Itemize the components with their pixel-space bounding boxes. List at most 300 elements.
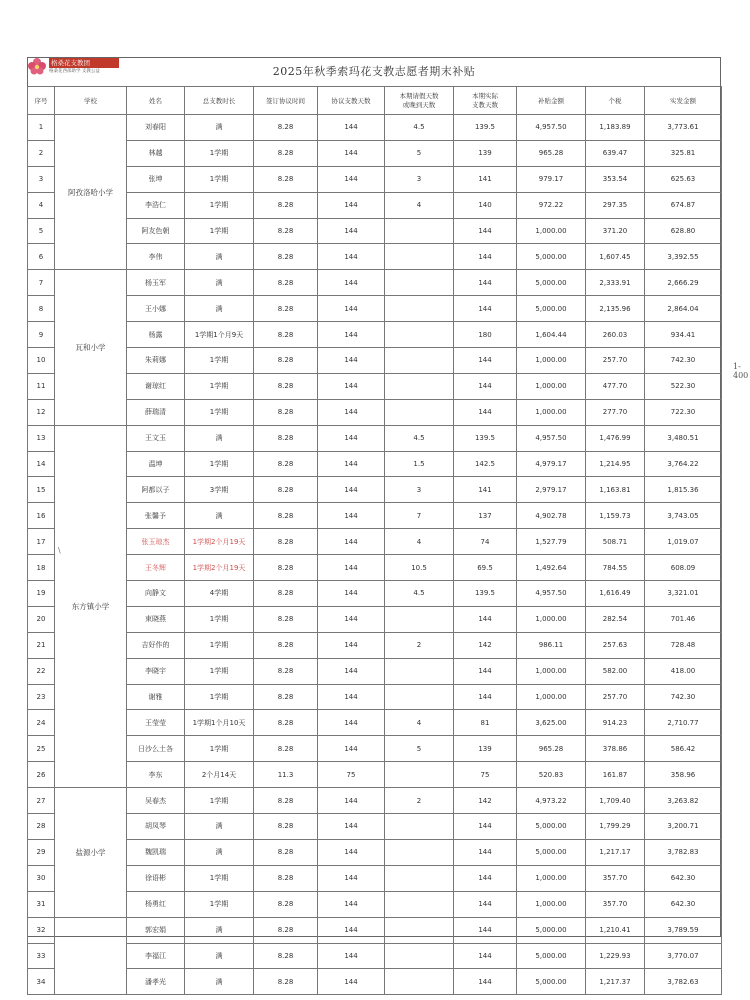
cell-net: 3,782.83 <box>645 839 722 865</box>
cell-name: 杨玉军 <box>127 270 185 296</box>
table-row <box>28 348 722 374</box>
cell-actual: 142 <box>454 632 517 658</box>
cell-name: 薛瑞清 <box>127 399 185 425</box>
cell-leave: 1.5 <box>385 451 454 477</box>
cell-name: 李福江 <box>127 943 185 969</box>
cell-duration: 满 <box>185 115 254 141</box>
table-row <box>28 581 722 607</box>
cell-duration: 满 <box>185 425 254 451</box>
cell-date: 8.28 <box>254 244 318 270</box>
cell-net: 722.30 <box>645 399 722 425</box>
table-row <box>28 917 722 943</box>
cell-leave: 10.5 <box>385 555 454 581</box>
cell-agreed: 144 <box>318 399 385 425</box>
cell-name: 王莹莹 <box>127 710 185 736</box>
cell-no: 20 <box>28 606 55 632</box>
cell-net: 2,864.04 <box>645 296 722 322</box>
cell-no: 34 <box>28 969 55 995</box>
cell-net: 522.30 <box>645 373 722 399</box>
cell-date: 8.28 <box>254 865 318 891</box>
cell-agreed: 144 <box>318 943 385 969</box>
table-row <box>28 322 722 348</box>
cell-tax: 1,607.45 <box>586 244 645 270</box>
cell-date: 8.28 <box>254 710 318 736</box>
cell-net: 1,815.36 <box>645 477 722 503</box>
cell-name: 谢雅 <box>127 684 185 710</box>
cell-date: 8.28 <box>254 451 318 477</box>
cell-name: 温坤 <box>127 451 185 477</box>
table-row <box>28 218 722 244</box>
cell-leave <box>385 917 454 943</box>
cell-tax: 161.87 <box>586 762 645 788</box>
cell-subsidy: 965.28 <box>517 736 586 762</box>
column-header: 姓名 <box>127 87 185 115</box>
cell-leave <box>385 218 454 244</box>
cell-leave <box>385 322 454 348</box>
cell-no: 5 <box>28 218 55 244</box>
cell-subsidy: 5,000.00 <box>517 839 586 865</box>
cell-name: 张坤 <box>127 166 185 192</box>
cell-duration: 1学期 <box>185 736 254 762</box>
table-row <box>28 477 722 503</box>
cell-date: 8.28 <box>254 658 318 684</box>
cell-leave <box>385 684 454 710</box>
cell-leave: 4.5 <box>385 425 454 451</box>
cell-leave <box>385 891 454 917</box>
cell-net: 325.81 <box>645 140 722 166</box>
cell-duration: 1学期 <box>185 348 254 374</box>
cell-date: 8.28 <box>254 684 318 710</box>
cell-name: 朱莉娜 <box>127 348 185 374</box>
cell-tax: 477.70 <box>586 373 645 399</box>
cell-net: 742.30 <box>645 684 722 710</box>
cell-duration: 满 <box>185 917 254 943</box>
cell-name: 李伟 <box>127 244 185 270</box>
cell-net: 3,782.63 <box>645 969 722 995</box>
cell-actual: 140 <box>454 192 517 218</box>
column-header: 补贴金额 <box>517 87 586 115</box>
cell-duration: 4学期 <box>185 581 254 607</box>
cell-duration: 1学期 <box>185 891 254 917</box>
cell-net: 742.30 <box>645 348 722 374</box>
table-row <box>28 762 722 788</box>
cell-net: 934.41 <box>645 322 722 348</box>
cell-date: 8.28 <box>254 555 318 581</box>
cell-tax: 297.35 <box>586 192 645 218</box>
cell-net: 418.00 <box>645 658 722 684</box>
cell-leave: 3 <box>385 166 454 192</box>
cell-agreed: 144 <box>318 218 385 244</box>
cell-date: 8.28 <box>254 969 318 995</box>
cell-duration: 1学期 <box>185 166 254 192</box>
column-header: 学校 <box>55 87 127 115</box>
cell-agreed: 144 <box>318 425 385 451</box>
cell-agreed: 144 <box>318 503 385 529</box>
cell-subsidy: 1,000.00 <box>517 658 586 684</box>
cell-net: 628.80 <box>645 218 722 244</box>
cell-tax: 582.00 <box>586 658 645 684</box>
cell-subsidy: 5,000.00 <box>517 270 586 296</box>
cell-date: 8.28 <box>254 322 318 348</box>
cell-agreed: 144 <box>318 140 385 166</box>
cell-tax: 2,333.91 <box>586 270 645 296</box>
table-body <box>28 115 722 995</box>
cell-leave: 4 <box>385 710 454 736</box>
cell-actual: 142.5 <box>454 451 517 477</box>
cell-actual: 144 <box>454 399 517 425</box>
cell-duration: 1学期 <box>185 606 254 632</box>
cell-actual: 69.5 <box>454 555 517 581</box>
cell-subsidy: 4,957.50 <box>517 115 586 141</box>
cell-no: 12 <box>28 399 55 425</box>
cell-agreed: 144 <box>318 348 385 374</box>
cell-name: 阿都以子 <box>127 477 185 503</box>
cell-tax: 1,183.89 <box>586 115 645 141</box>
table-row <box>28 115 722 141</box>
cell-no: 23 <box>28 684 55 710</box>
column-header: 个税 <box>586 87 645 115</box>
cell-duration: 满 <box>185 503 254 529</box>
cell-no: 8 <box>28 296 55 322</box>
cell-name: 向静文 <box>127 581 185 607</box>
cell-no: 33 <box>28 943 55 969</box>
cell-actual: 141 <box>454 166 517 192</box>
cell-actual: 139 <box>454 736 517 762</box>
cell-no: 27 <box>28 788 55 814</box>
table-row <box>28 891 722 917</box>
cell-net: 728.48 <box>645 632 722 658</box>
cell-agreed: 144 <box>318 788 385 814</box>
cell-subsidy: 965.28 <box>517 140 586 166</box>
cell-actual: 144 <box>454 839 517 865</box>
cell-agreed: 75 <box>318 762 385 788</box>
cell-actual: 139.5 <box>454 581 517 607</box>
cell-net: 2,666.29 <box>645 270 722 296</box>
cell-net: 3,770.07 <box>645 943 722 969</box>
cell-date: 8.28 <box>254 891 318 917</box>
cell-name: 吉好作的 <box>127 632 185 658</box>
table-row <box>28 270 722 296</box>
cell-tax: 371.20 <box>586 218 645 244</box>
table-row <box>28 296 722 322</box>
cell-no: 13 <box>28 425 55 451</box>
cell-leave: 4 <box>385 529 454 555</box>
cell-date: 8.28 <box>254 606 318 632</box>
cell-no: 24 <box>28 710 55 736</box>
logo-brand-text: 格桑花支教团 <box>49 58 119 68</box>
column-header: 总支教时长 <box>185 87 254 115</box>
cell-tax: 1,210.41 <box>586 917 645 943</box>
cell-tax: 639.47 <box>586 140 645 166</box>
cell-date: 8.28 <box>254 814 318 840</box>
cell-subsidy: 972.22 <box>517 192 586 218</box>
cell-date: 8.28 <box>254 425 318 451</box>
cell-agreed: 144 <box>318 969 385 995</box>
cell-actual: 74 <box>454 529 517 555</box>
cell-net: 642.30 <box>645 891 722 917</box>
cell-no: 22 <box>28 658 55 684</box>
cell-net: 674.87 <box>645 192 722 218</box>
cell-duration: 1学期 <box>185 632 254 658</box>
cell-name: 徐语彬 <box>127 865 185 891</box>
cell-name: 杨勇红 <box>127 891 185 917</box>
cell-actual: 144 <box>454 814 517 840</box>
cell-school: 阿孜洛哈小学 <box>55 115 127 270</box>
cell-tax: 1,214.95 <box>586 451 645 477</box>
cell-no: 19 <box>28 581 55 607</box>
cell-leave <box>385 348 454 374</box>
cell-tax: 257.70 <box>586 348 645 374</box>
header-row <box>28 87 722 115</box>
cell-name: 谢琼红 <box>127 373 185 399</box>
cell-agreed: 144 <box>318 296 385 322</box>
cell-name: 吴春杰 <box>127 788 185 814</box>
cell-duration: 1学期 <box>185 373 254 399</box>
table-row <box>28 166 722 192</box>
cell-leave <box>385 969 454 995</box>
cell-name: 潘孝光 <box>127 969 185 995</box>
cell-net: 3,392.55 <box>645 244 722 270</box>
cell-actual: 144 <box>454 348 517 374</box>
cell-tax: 282.54 <box>586 606 645 632</box>
cell-agreed: 144 <box>318 166 385 192</box>
cell-school: 瓦和小学 <box>55 270 127 425</box>
cell-no: 21 <box>28 632 55 658</box>
cell-subsidy: 979.17 <box>517 166 586 192</box>
cell-agreed: 144 <box>318 529 385 555</box>
cell-agreed: 144 <box>318 658 385 684</box>
table-row <box>28 503 722 529</box>
cell-subsidy: 5,000.00 <box>517 814 586 840</box>
cell-net: 608.09 <box>645 555 722 581</box>
cell-school: 盐源小学 <box>55 788 127 917</box>
cell-leave <box>385 658 454 684</box>
cell-tax: 277.70 <box>586 399 645 425</box>
table-row <box>28 658 722 684</box>
cell-tax: 2,135.96 <box>586 296 645 322</box>
cell-net: 3,480.51 <box>645 425 722 451</box>
cell-duration: 1学期 <box>185 192 254 218</box>
table-row <box>28 451 722 477</box>
cell-duration: 1学期 <box>185 788 254 814</box>
cell-net: 3,764.22 <box>645 451 722 477</box>
cell-date: 8.28 <box>254 218 318 244</box>
cell-subsidy: 1,000.00 <box>517 373 586 399</box>
cell-date: 8.28 <box>254 788 318 814</box>
table-row <box>28 969 722 995</box>
cell-tax: 1,709.40 <box>586 788 645 814</box>
cell-actual: 144 <box>454 943 517 969</box>
cell-leave: 7 <box>385 503 454 529</box>
table-row <box>28 865 722 891</box>
cell-subsidy: 5,000.00 <box>517 917 586 943</box>
cell-tax: 1,229.93 <box>586 943 645 969</box>
cell-subsidy: 1,604.44 <box>517 322 586 348</box>
cell-net: 358.96 <box>645 762 722 788</box>
cell-no: 26 <box>28 762 55 788</box>
cell-tax: 1,163.81 <box>586 477 645 503</box>
cell-name: 郭宏娟 <box>127 917 185 943</box>
cell-actual: 81 <box>454 710 517 736</box>
cell-duration: 满 <box>185 814 254 840</box>
cell-date: 8.28 <box>254 115 318 141</box>
cell-agreed: 144 <box>318 839 385 865</box>
column-header: 签订协议时间 <box>254 87 318 115</box>
cell-no: 17 <box>28 529 55 555</box>
cell-date: 8.28 <box>254 503 318 529</box>
cell-no: 28 <box>28 814 55 840</box>
cell-no: 7 <box>28 270 55 296</box>
cell-subsidy: 1,527.79 <box>517 529 586 555</box>
cell-agreed: 144 <box>318 270 385 296</box>
cell-name: 王小娜 <box>127 296 185 322</box>
cell-date: 8.28 <box>254 399 318 425</box>
cell-actual: 144 <box>454 244 517 270</box>
cell-actual: 144 <box>454 865 517 891</box>
cell-subsidy: 5,000.00 <box>517 296 586 322</box>
table-row <box>28 788 722 814</box>
cell-date: 8.28 <box>254 192 318 218</box>
cell-tax: 1,616.49 <box>586 581 645 607</box>
table-row <box>28 529 722 555</box>
cell-duration: 1学期 <box>185 865 254 891</box>
cell-no: 3 <box>28 166 55 192</box>
cell-agreed: 144 <box>318 581 385 607</box>
cell-agreed: 144 <box>318 891 385 917</box>
cell-leave <box>385 296 454 322</box>
cell-subsidy: 1,000.00 <box>517 606 586 632</box>
cell-actual: 144 <box>454 684 517 710</box>
cell-agreed: 144 <box>318 373 385 399</box>
cell-date: 8.28 <box>254 373 318 399</box>
cell-duration: 满 <box>185 244 254 270</box>
cell-tax: 260.03 <box>586 322 645 348</box>
cell-duration: 3学期 <box>185 477 254 503</box>
cell-agreed: 144 <box>318 710 385 736</box>
cell-no: 4 <box>28 192 55 218</box>
cell-name: 张玉琼杰 <box>127 529 185 555</box>
cell-tax: 784.55 <box>586 555 645 581</box>
cell-name: 刘春阳 <box>127 115 185 141</box>
cell-leave: 4.5 <box>385 581 454 607</box>
cell-subsidy: 1,000.00 <box>517 218 586 244</box>
cell-date: 8.28 <box>254 140 318 166</box>
cell-date: 11.3 <box>254 762 318 788</box>
cell-no: 29 <box>28 839 55 865</box>
cell-duration: 满 <box>185 296 254 322</box>
cell-net: 3,773.61 <box>645 115 722 141</box>
cell-actual: 139 <box>454 140 517 166</box>
cell-actual: 144 <box>454 218 517 244</box>
table-row <box>28 814 722 840</box>
page-title: 2025年秋季索玛花支教志愿者期末补贴 <box>272 65 476 78</box>
cell-net: 625.63 <box>645 166 722 192</box>
cell-tax: 1,217.17 <box>586 839 645 865</box>
cell-name: 王文玉 <box>127 425 185 451</box>
table-row <box>28 555 722 581</box>
cell-name: 王冬辉 <box>127 555 185 581</box>
cell-no: 32 <box>28 917 55 943</box>
cell-net: 701.46 <box>645 606 722 632</box>
cell-actual: 75 <box>454 762 517 788</box>
cell-subsidy: 5,000.00 <box>517 244 586 270</box>
cell-no: 10 <box>28 348 55 374</box>
cell-date: 8.28 <box>254 581 318 607</box>
cell-tax: 357.70 <box>586 865 645 891</box>
cell-name: 胡凤琴 <box>127 814 185 840</box>
cell-actual: 141 <box>454 477 517 503</box>
pen-tick-mark: \ <box>58 546 61 555</box>
cell-tax: 257.70 <box>586 684 645 710</box>
cell-agreed: 144 <box>318 684 385 710</box>
cell-tax: 257.63 <box>586 632 645 658</box>
cell-duration: 满 <box>185 969 254 995</box>
cell-leave: 5 <box>385 736 454 762</box>
cell-tax: 1,159.73 <box>586 503 645 529</box>
logo-sub-text: 格桑花西部助学 支教公益 <box>49 69 100 74</box>
table-row <box>28 710 722 736</box>
cell-agreed: 144 <box>318 736 385 762</box>
column-header: 本期实际 支教天数 <box>454 87 517 115</box>
cell-leave: 2 <box>385 632 454 658</box>
cell-actual: 144 <box>454 658 517 684</box>
cell-actual: 144 <box>454 891 517 917</box>
cell-leave <box>385 865 454 891</box>
cell-subsidy: 1,000.00 <box>517 891 586 917</box>
column-header: 本期请假天数 或晚到天数 <box>385 87 454 115</box>
cell-school: 东方镇小学 <box>55 425 127 787</box>
cell-date: 8.28 <box>254 943 318 969</box>
cell-actual: 142 <box>454 788 517 814</box>
cell-subsidy: 1,000.00 <box>517 684 586 710</box>
cell-subsidy: 5,000.00 <box>517 969 586 995</box>
cell-tax: 353.54 <box>586 166 645 192</box>
table-row <box>28 736 722 762</box>
table-row <box>28 684 722 710</box>
cell-duration: 1学期2个月19天 <box>185 529 254 555</box>
cell-subsidy: 986.11 <box>517 632 586 658</box>
cell-leave <box>385 399 454 425</box>
table-row <box>28 632 722 658</box>
cell-duration: 1学期1个月9天 <box>185 322 254 348</box>
cell-net: 1,019.07 <box>645 529 722 555</box>
cell-net: 642.30 <box>645 865 722 891</box>
cell-net: 3,263.82 <box>645 788 722 814</box>
cell-agreed: 144 <box>318 814 385 840</box>
cell-actual: 137 <box>454 503 517 529</box>
cell-no: 15 <box>28 477 55 503</box>
cell-no: 25 <box>28 736 55 762</box>
cell-no: 31 <box>28 891 55 917</box>
cell-school <box>55 917 127 995</box>
cell-date: 8.28 <box>254 477 318 503</box>
cell-subsidy: 1,000.00 <box>517 399 586 425</box>
cell-duration: 满 <box>185 839 254 865</box>
cell-leave: 5 <box>385 140 454 166</box>
cell-agreed: 144 <box>318 917 385 943</box>
cell-name: 林越 <box>127 140 185 166</box>
column-header: 实发金额 <box>645 87 722 115</box>
column-header: 序号 <box>28 87 55 115</box>
cell-date: 8.28 <box>254 736 318 762</box>
cell-subsidy: 5,000.00 <box>517 943 586 969</box>
cell-agreed: 144 <box>318 865 385 891</box>
cell-name: 魏凯瑞 <box>127 839 185 865</box>
cell-actual: 139.5 <box>454 115 517 141</box>
cell-leave <box>385 814 454 840</box>
cell-date: 8.28 <box>254 296 318 322</box>
cell-subsidy: 1,000.00 <box>517 348 586 374</box>
